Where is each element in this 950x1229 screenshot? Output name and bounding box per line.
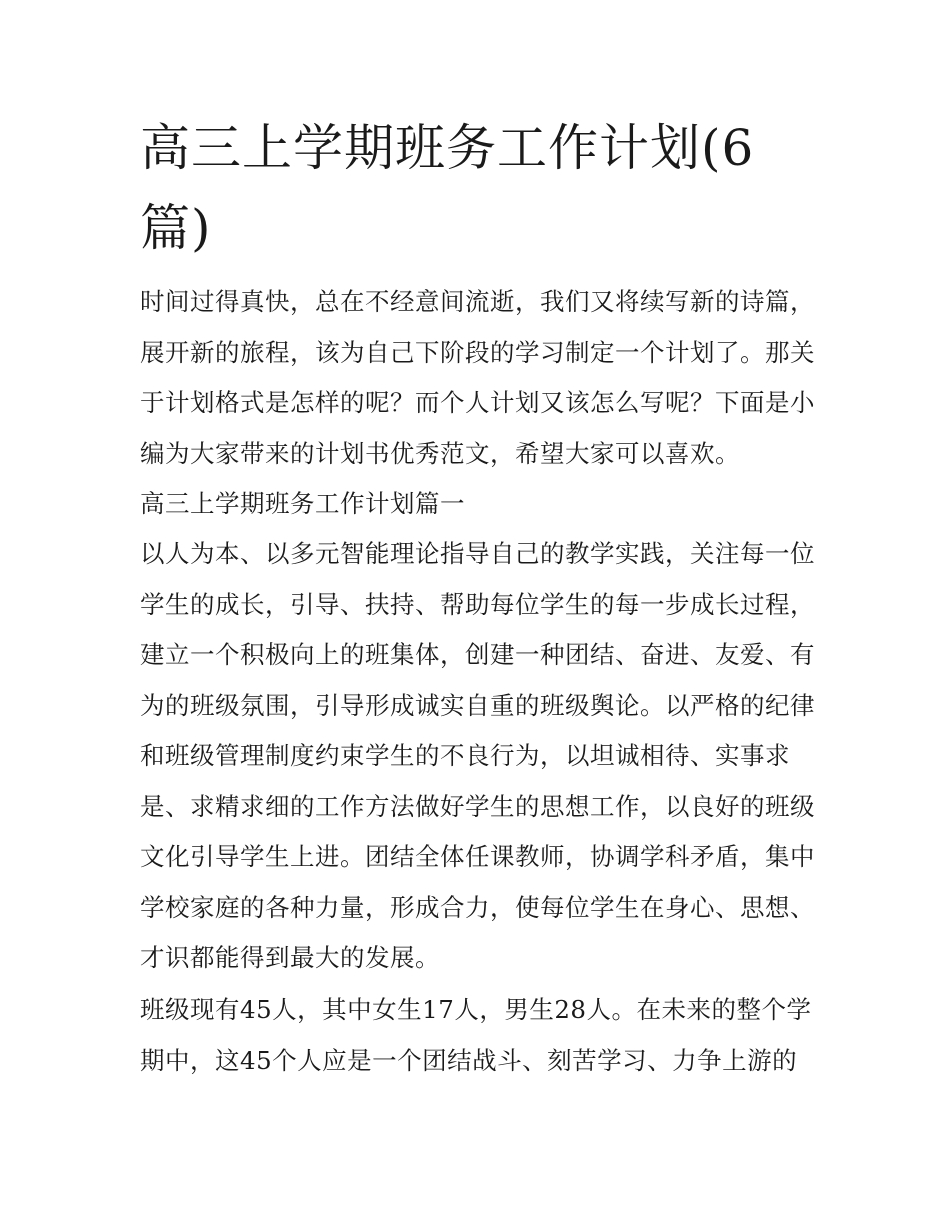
body-paragraph-1: 以人为本、以多元智能理论指导自己的教学实践，关注每一位学生的成长，引导、扶持、帮助每位学生的每一步成长过程，建立一个积极向上的班集体，创建一种团结、奋进、友爱、有为的班级氛围，引导形成诚实自重的班级舆论。以严格的纪律和班级管理制度约束学生的不良行为，以坦诚相待、实事求是、求精求细的工作方法做好学生的思想工作，以良好的班级文化引导学生上进。团结全体任课教师，协调学科矛盾，集中学校家庭的各种力量，形成合力，使每位学生在身心、思想、才识都能得到最大的发展。	[140, 539, 815, 972]
section-heading: 高三上学期班务工作计划篇一	[140, 489, 465, 518]
document-title: 高三上学期班务工作计划(6篇)	[140, 119, 755, 257]
intro-paragraph: 时间过得真快，总在不经意间流逝，我们又将续写新的诗篇，展开新的旅程，该为自己下阶段的学习制定一个计划了。那关于计划格式是怎样的呢？而个人计划又该怎么写呢？下面是小编为大家带来的计划书优秀范文，希望大家可以喜欢。	[140, 287, 815, 468]
body-paragraph-2: 班级现有45人，其中女生17人，男生28人。在未来的整个学期中，这45个人应是一个团结战斗、刻苦学习、力争上游的	[140, 995, 812, 1075]
